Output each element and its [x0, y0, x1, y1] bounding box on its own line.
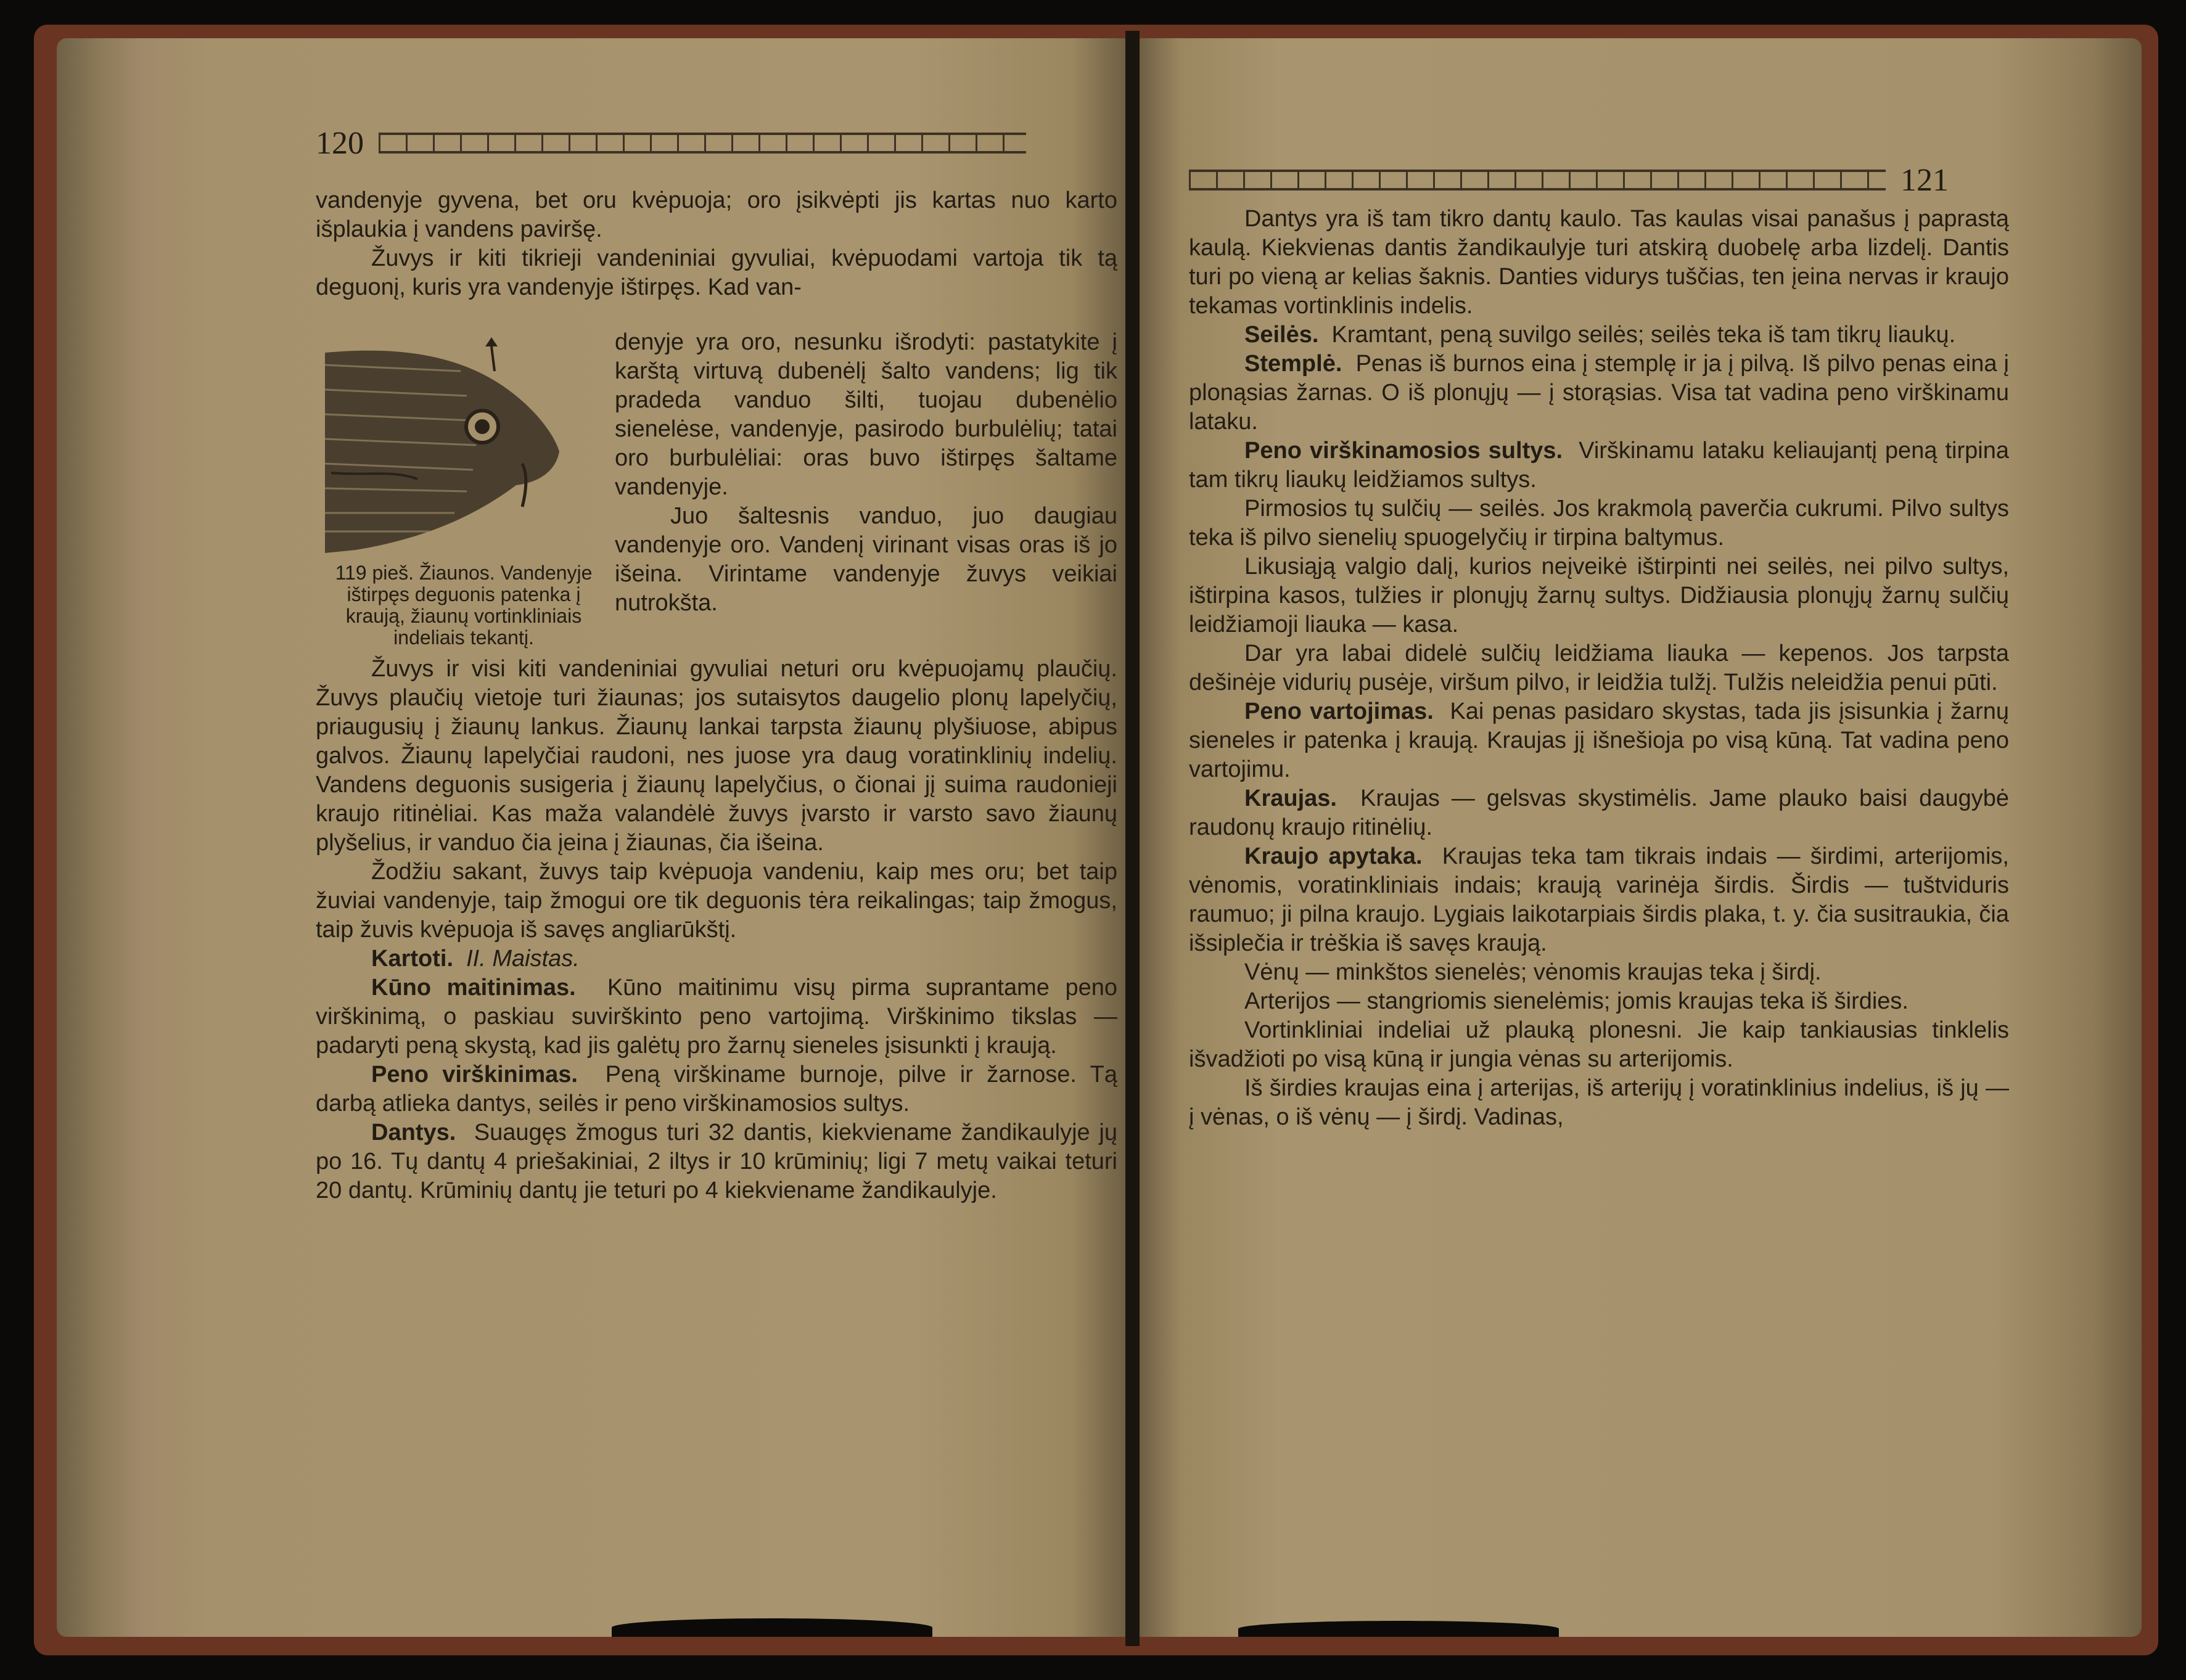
paragraph: Vėnų — minkštos sienelės; vėnomis kraujas teka į širdį. [1244, 959, 1822, 985]
paragraph: Pirmosios tų sulčių — seilės. Jos krakmolą paverčia cukrumi. Pilvo sultys teka iš pilvo sienelių spuogelyčių ir tirpina baltymus. [1189, 496, 2009, 551]
paragraph: Vortinkliniai indeliai už plauką plonesni. Jie kaip tankiausias tinklelis išvadžioti po visą kūną ir jungia vėnas su arterijomis. [1189, 1017, 2009, 1072]
paragraph [316, 1060, 1117, 1118]
paragraph-text: Kūno maitinimu visų pirma suprantame peno virškinimą, o paskiau suvirškinto peno vartojimą. Virškinimo tikslas — padaryti peną skystą, kad jis galėtų pro žarnų sieneles įsisunkti į kraują. [316, 975, 1117, 1059]
subheading: Peno vartojimas. [1244, 699, 1434, 724]
subheading: Stemplė. [1244, 351, 1342, 377]
paragraph [1189, 697, 2009, 784]
paragraph: Dantys yra iš tam tikro dantų kaulo. Tas kaulas visai panašus į paprastą kaulą. Kiekvienas dantis žandikaulyje turi atskirą duobelę arba lizdelį. Dantis turi po vieną ar kelias šaknis. Danties vidurys tuščias, ten įeina nervas ir kraujo tekamas vortinklinis indelis. [1189, 206, 2009, 319]
page-tear [612, 1618, 932, 1637]
paragraph-text: Penas iš burnos eina į stemplę ir ja į pilvą. Iš pilvo penas eina į plonąsias žarnas. O iš plonųjų — į storąsias. Visa tat vadina peno virškinamu lataku. [1189, 351, 2009, 435]
kartoti-label: Kartoti. [371, 946, 453, 972]
section-repeat-line [316, 944, 1117, 973]
book-gutter [1125, 31, 1140, 1646]
paragraph: Žuvys ir visi kiti vandeniniai gyvuliai neturi oru kvėpuojamų plaučių. Žuvys plaučių vietoje turi žiaunas; jos sutaisytos daugelio plonų lapelyčių, priaugusių į žiaunų lankus. Žiaunų lankai tarpsta žiaunų plyšiuose, abipus galvos. Žiaunų lapelyčiai raudoni, nes juose yra daug voratinklinių indelių. Vandens deguonis susigeria į žiaunų lapelyčius, o čionai jį suima raudonieji kraujo ritinėliai. Kas maža valandėlė žuvys įvarsto ir varsto savo žiaunų plyšelius, ir vanduo čia įeina į žiaunas, čia išeina. [316, 656, 1117, 856]
right-page-header [1189, 162, 1949, 199]
paragraph [1189, 321, 2009, 350]
paragraph: Juo šaltesnis vanduo, juo daugiau vandenyje oro. Vandenį virinant visas oras iš jo išeina. Virintame vandenyje žuvys veikiai nutrokšta. [615, 503, 1117, 616]
paragraph [316, 1118, 1117, 1205]
paragraph [1189, 436, 2009, 494]
page-tear [1238, 1621, 1559, 1637]
section-title: II. Maistas. [466, 946, 580, 972]
paragraph-text: Peną virškiname burnoje, pilve ir žarnose. Tą darbą atlieka dantys, seilės ir peno virškinamosios sultys. [316, 1062, 1117, 1117]
paragraph: Arterijos — stangriomis sienelėmis; jomis kraujas teka iš širdies. [1244, 988, 1909, 1014]
subheading: Kūno maitinimas. [371, 975, 576, 1001]
paragraph [1189, 842, 2009, 958]
figure-caption: 119 pieš. Žiaunos. Vandenyje ištirpęs deguonis patenka į kraują, žiaunų vortinkliniais indeliais tekantį. [335, 562, 593, 649]
paragraph: Žuvys ir kiti tikrieji vandeniniai gyvuliai, kvėpuodami vartoja tik tą deguonį, kuris yra vandenyje ištirpęs. Kad van- [316, 245, 1117, 300]
ornament-rule [379, 133, 1026, 154]
paragraph: Likusiąją valgio dalį, kurios neįveikė ištirpinti nei seilės, nei pilvo sultys, ištirpina kasos, tulžies ir plonųjų žarnų sultys. Didžiausia plonųjų žarnų sulčių leidžiamoji liauka — kasa. [1189, 554, 2009, 637]
subheading: Dantys. [371, 1120, 456, 1145]
subheading: Peno virškinamosios sultys. [1244, 438, 1563, 464]
right-page [1140, 38, 2142, 1637]
left-text-top [316, 186, 1117, 302]
left-page-header [316, 125, 1026, 162]
subheading: Seilės. [1244, 322, 1319, 348]
paragraph: denyje yra oro, nesunku išrodyti: pastatykite į karštą virtuvą dubenėlį šalto vandens; lig tik pradeda vanduo šilti, tuojau dubenėlio sienelėse, vandenyje, pasirodo burbulėlių; tatai oro burbulėliai: oras buvo ištirpęs šaltame vandenyje. [615, 329, 1117, 500]
ornament-rule [1189, 170, 1886, 191]
paragraph: Dar yra labai didelė sulčių leidžiama liauka — kepenos. Jos tarpsta dešinėje vidurių pusėje, viršum pilvo, ir leidžia tulžį. Tulžis neleidžia penui pūti. [1189, 641, 2009, 695]
paragraph-text: Kraujas — gelsvas skystimėlis. Jame plauko baisi daugybė raudonų kraujo ritinėlių. [1189, 785, 2009, 840]
subheading: Kraujas. [1244, 785, 1337, 811]
subheading: Peno virškinimas. [371, 1062, 578, 1088]
right-text [1189, 205, 2009, 1132]
paragraph-text: Kraujas teka tam tikrais indais — širdimi, arterijomis, vėnomis, voratinkliniais indais; kraują varinėja širdis. Širdis — tuštviduris raumuo; ji pilna kraujo. Lygiais laikotarpiais širdis plaka, t. y. čia susitraukia, čia išsiplečia ir trėškia iš savęs kraują. [1189, 843, 2009, 956]
paragraph [1189, 350, 2009, 436]
paragraph [316, 973, 1117, 1060]
left-page [57, 38, 1125, 1637]
paragraph-text: Virškinamu lataku keliaujantį peną tirpina tam tikrų liaukų leidžiamos sultys. [1189, 438, 2010, 493]
paragraph: vandenyje gyvena, bet oru kvėpuoja; oro įsikvėpti jis kartas nuo karto išplaukia į vandens paviršę. [316, 187, 1117, 242]
paragraph-text: Suaugęs žmogus turi 32 dantis, kiekviename žandikaulyje jų po 16. Tų dantų 4 priešakiniai, 2 iltys ir 10 krūminių; ligi 7 metų vaikai teturi 20 dantų. Krūminių dantų jie teturi po 4 kiekviename žandikaulyje. [316, 1120, 1117, 1203]
text-wrapped-around-figure [615, 328, 1117, 618]
paragraph-text: Kramtant, peną suvilgo seilės; seilės teka iš tam tikrų liaukų. [1331, 322, 1956, 348]
subheading: Kraujo apytaka. [1244, 843, 1423, 869]
paragraph-text: Kai penas pasidaro skystas, tada jis įsisunkia į žarnų sieneles ir patenka į kraują. Kraujas jį išnešioja po visą kūną. Tat vadina peno vartojimu. [1189, 699, 2009, 782]
page-number: 121 [1900, 162, 1949, 198]
paragraph: Žodžiu sakant, žuvys taip kvėpuoja vandeniu, kaip mes oru; bet taip žuviai vandenyje, taip žmogui ore tik deguonis tėra reikalingas; taip žmogus, taip žuvis kvėpuoja iš savęs angliarūkštį. [316, 859, 1117, 943]
paragraph: Iš širdies kraujas eina į arterijas, iš arterijų į voratinklinius indelius, iš jų — į vėnas, o iš vėnų — į širdį. Vadinas, [1189, 1075, 2009, 1130]
left-text-bottom [316, 655, 1117, 1205]
fish-gills-illustration [319, 328, 609, 565]
paragraph [1189, 784, 2009, 842]
page-number: 120 [316, 125, 364, 161]
